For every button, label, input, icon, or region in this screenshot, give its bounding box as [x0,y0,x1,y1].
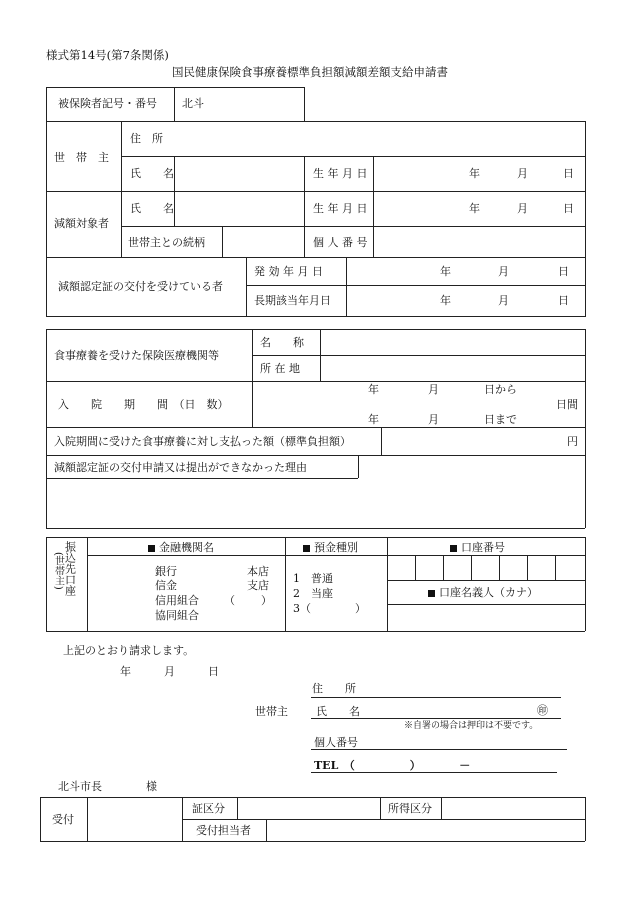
householder-dob-label: 生 年 月 日 [313,167,368,180]
applicant-personal-number-field[interactable] [370,735,566,749]
account-number-header: 口座番号 [450,542,505,553]
long-term-date-label: 長期該当年月日 [254,294,331,307]
issue-date-field[interactable]: 年 月 日 [440,265,569,278]
institution-name-field[interactable] [322,331,583,353]
applicant-name-label: 氏 名 [316,705,360,718]
received-label: 受付 [52,813,74,826]
personal-number-label: 個 人 番 号 [313,236,368,249]
received-stamp-area[interactable] [89,799,180,839]
institution-address-label: 所 在 地 [260,362,300,375]
personal-number-field[interactable] [375,228,583,256]
applicant-tel-label: TEL （ ） － [314,759,471,772]
account-holder-field[interactable] [389,606,583,629]
institution-header: 金融機関名 [148,542,214,553]
deposit-type-field[interactable]: 1 普通 2 当座 3（ ） [293,572,366,615]
reduced-name-field[interactable] [176,193,302,224]
householder-name-field[interactable] [176,158,302,189]
declaration-date: 年 月 日 [120,665,219,678]
cert-category-field[interactable] [239,799,378,818]
relation-field[interactable] [224,228,302,256]
bank-name-field[interactable]: 銀行 信金 信用組合 協同組合 本店 支店 （ ） [155,565,272,622]
bank-side-sublabel: (世帯主) [52,552,64,590]
period-label: 入 院 期 間 （日 数） [58,398,229,411]
seal-note: ※自署の場合は押印は不要です。 [404,721,539,731]
applicant-tel-field[interactable] [352,758,556,772]
declaration-statement: 上記のとおり請求します。 [63,644,195,657]
page-title: 国民健康保険食事療養標準負担額減額差額支給申請書 [172,65,448,79]
applicant-address-field[interactable] [360,681,560,696]
applicant-personal-number-label: 個人番号 [314,736,358,749]
account-holder-header: 口座名義人（カナ） [428,587,538,598]
certificate-holder-label: 減額認定証の交付を受けている者 [58,280,223,293]
bank-side-label: 振込先口座 [63,541,77,596]
applicant-name-field[interactable] [360,703,530,718]
seal-mark: ㊞ [537,704,548,717]
period-field[interactable]: 年 月 日から 日間 年 月 日まで [368,383,578,426]
applicant-address-label: 住 所 [312,682,356,695]
relation-label: 世帯主との続柄 [128,236,205,249]
reason-field[interactable] [48,480,583,526]
cert-category-label: 証区分 [192,802,225,815]
long-term-date-field[interactable]: 年 月 日 [440,294,569,307]
staff-label: 受付担当者 [196,824,251,837]
reduced-target-label: 減額対象者 [54,217,109,230]
income-category-field[interactable] [443,799,583,818]
mayor-addressee: 北斗市長 様 [58,780,157,793]
paid-amount-label: 入院期間に受けた食事療養に対し支払った額（標準負担額） [54,435,351,448]
form-number: 様式第14号(第7条関係) [46,48,169,62]
staff-field[interactable] [268,821,583,840]
account-number-field[interactable] [389,557,583,578]
insured-number-value: 北斗 [182,97,204,110]
address-label: 住 所 [130,132,163,145]
issue-date-label: 発 効 年 月 日 [254,265,323,278]
insured-number-label: 被保険者記号・番号 [58,97,157,110]
reduced-dob-field[interactable]: 年 月 日 [469,202,574,215]
deposit-type-header: 預金種別 [303,542,358,553]
reduced-dob-label: 生 年 月 日 [313,202,368,215]
institution-address-field[interactable] [322,357,583,379]
reduced-name-label: 氏 名 [130,202,174,215]
institution-label: 食事療養を受けた保険医療機関等 [54,349,219,362]
institution-name-label: 名 称 [260,336,304,349]
income-category-label: 所得区分 [388,802,432,815]
householder-name-label: 氏 名 [130,167,174,180]
reason-label: 減額認定証の交付申請又は提出ができなかった理由 [54,461,307,474]
applicant-householder-label: 世帯主 [255,705,288,718]
paid-amount-field[interactable]: 円 [567,435,578,448]
householder-label: 世 帯 主 [54,151,109,164]
householder-address-field[interactable] [176,123,583,154]
householder-dob-field[interactable]: 年 月 日 [469,167,574,180]
